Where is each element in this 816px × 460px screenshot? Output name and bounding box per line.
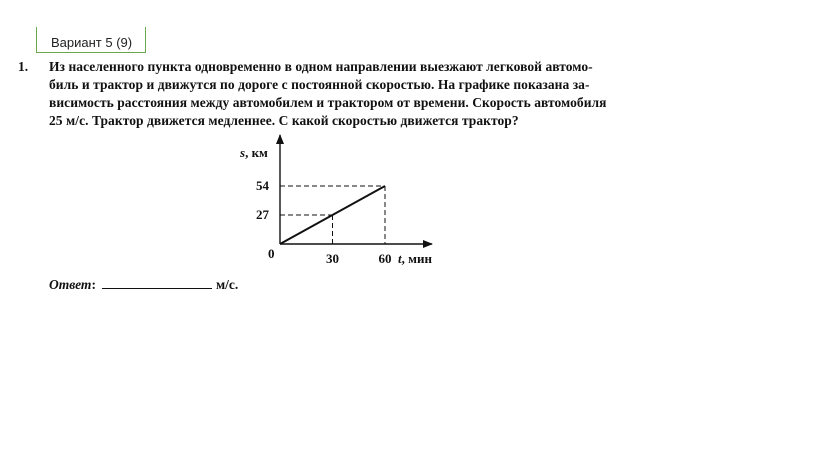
y-tick-label-27: 27 <box>256 207 269 222</box>
answer-unit: м/с. <box>215 277 239 292</box>
y-axis-label: s, км <box>240 145 268 160</box>
problem-number: 1. <box>18 59 29 74</box>
answer-colon: : <box>91 277 96 292</box>
x-tick-label-60: 60 <box>378 251 392 266</box>
variant-label: Вариант 5 (9) <box>36 33 146 53</box>
problem-line: висимость расстояния между автомобилем и трактором от времени. Скорость автомобиля <box>49 95 607 110</box>
x-axis-label: t, мин <box>398 251 432 266</box>
problem-line: 25 м/с. Трактор движется медленнее. С какой скоростью движется трактор? <box>49 113 519 128</box>
origin-label: 0 <box>268 246 275 261</box>
problem-statement <box>18 58 666 130</box>
answer-label: Ответ <box>49 277 92 292</box>
problem-line: биль и трактор и движутся по дороге с постоянной скоростью. На графике показана за- <box>49 77 590 92</box>
answer-input[interactable] <box>102 276 212 289</box>
x-tick-label-30: 30 <box>326 251 339 266</box>
problem-line: Из населенного пункта одновременно в одном направлении выезжают легковой автомо- <box>49 59 593 74</box>
answer-line <box>49 276 238 293</box>
y-tick-label-54: 54 <box>256 178 269 193</box>
distance-time-graph <box>230 130 450 270</box>
problem-text <box>49 58 666 130</box>
